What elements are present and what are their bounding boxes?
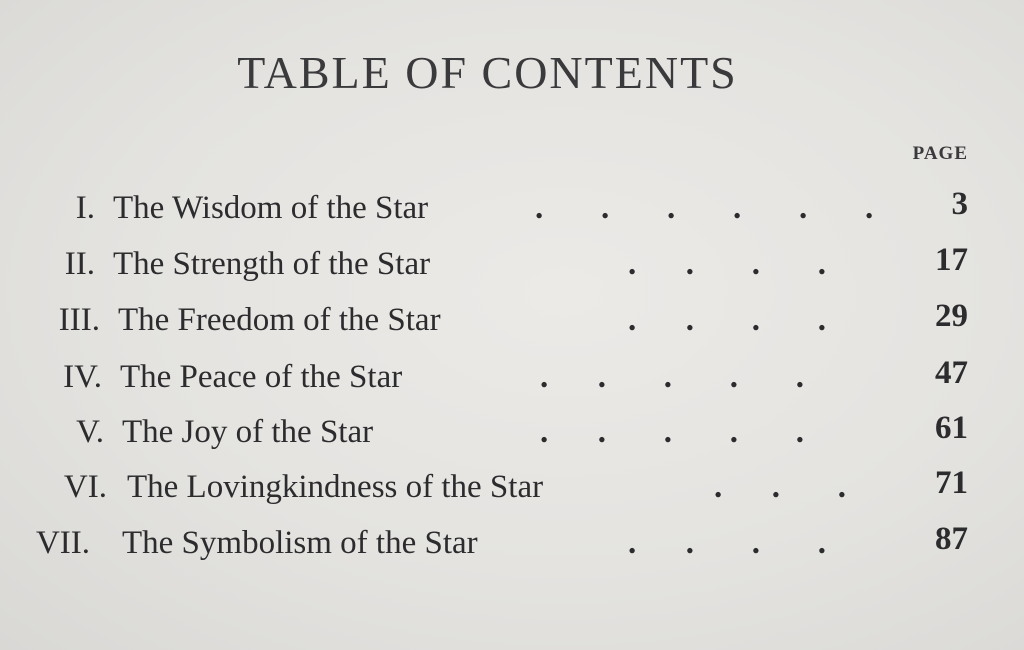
chapter-number: I. (75, 190, 95, 226)
chapter-title: The Symbolism of the Star (122, 525, 478, 561)
page-column-header: PAGE (912, 143, 968, 164)
toc-entry (0, 298, 1024, 342)
chapter-title: The Freedom of the Star (118, 302, 441, 338)
chapter-title: The Lovingkindness of the Star (127, 469, 544, 505)
toc-entry (0, 410, 1024, 454)
page-title: TABLE OF CONTENTS (237, 47, 738, 98)
page-number: 87 (935, 521, 968, 557)
toc-entry (0, 186, 1024, 230)
chapter-number: VII. (35, 525, 90, 561)
chapter-title: The Wisdom of the Star (113, 190, 429, 226)
chapter-number: IV. (63, 359, 102, 395)
dot-leader: . . . . . (540, 414, 804, 450)
chapter-title: The Joy of the Star (122, 414, 374, 450)
page-number: 29 (935, 298, 968, 334)
page-number: 17 (935, 242, 968, 278)
page-number: 47 (935, 355, 968, 391)
chapter-title: The Peace of the Star (120, 359, 403, 395)
toc-entry (0, 465, 1024, 509)
dot-leader: . . . . (628, 246, 826, 282)
chapter-number: III. (58, 302, 100, 338)
page-number: 61 (935, 410, 968, 446)
chapter-number: V. (76, 414, 104, 450)
toc-entry (0, 242, 1024, 286)
toc-entry (0, 521, 1024, 565)
dot-leader: . . . . (628, 302, 826, 338)
dot-leader: . . . (714, 469, 846, 505)
toc-entry (0, 355, 1024, 399)
dot-leader: . . . . . (540, 359, 804, 395)
dot-leader: . . . . (628, 525, 826, 561)
chapter-number: VI. (63, 469, 107, 505)
dot-leader: . . . . . . (535, 190, 874, 226)
chapter-title: The Strength of the Star (113, 246, 431, 282)
page-number: 3 (951, 186, 968, 222)
page-number: 71 (935, 465, 968, 501)
chapter-number: II. (64, 246, 95, 282)
